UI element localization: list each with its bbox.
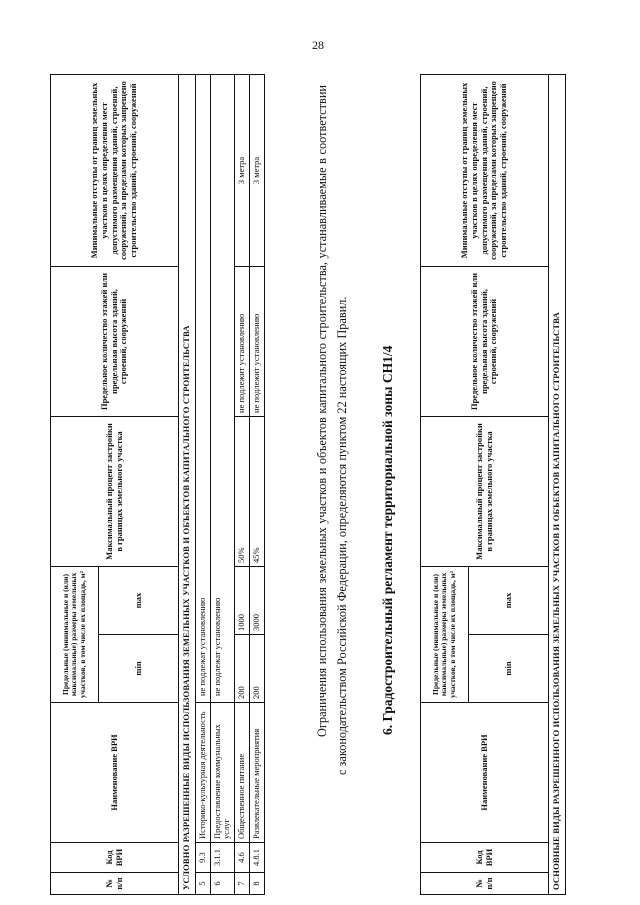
- cell-num: 6: [210, 873, 235, 895]
- header-name: Наименование ВРИ: [421, 703, 549, 843]
- cell-percent: 50%: [235, 416, 250, 566]
- cell-max: 1000: [235, 566, 250, 634]
- cell-max: 3000: [249, 566, 264, 634]
- cell-code: 4.8.1: [249, 843, 264, 873]
- header-code: Код ВРИ: [51, 843, 179, 873]
- cell-num: 8: [249, 873, 264, 895]
- section-title: ОСНОВНЫЕ ВИДЫ РАЗРЕШЕННОГО ИСПОЛЬЗОВАНИЯ ЗЕМЕЛЬНЫХ УЧАСТКОВ И ОБЪЕКТОВ КАПИТАЛЬНОГО СТРОИТЕЛЬСТВА: [549, 74, 566, 894]
- section-heading: 6. Градостроительный регламент территориальной зоны СН1/4: [380, 345, 395, 735]
- cell-floors: не подлежит установлению: [249, 266, 264, 416]
- table-row: [249, 74, 264, 894]
- header-floors: Предельное количество этажей или предельная высота зданий, строений, сооружений: [51, 266, 179, 416]
- header-percent: Максимальный процент застройки в границах земельного участка: [421, 416, 549, 566]
- header-percent: Максимальный процент застройки в границах земельного участка: [51, 416, 179, 566]
- cell-name: Общественное питание: [235, 703, 250, 843]
- cell-code: 9.3: [195, 843, 210, 873]
- cell-setback: 3 метра: [235, 74, 250, 266]
- cell-min: 200: [249, 635, 264, 703]
- restrictions-paragraph: Ограничения использования земельных участков и объектов капитального строительства, устанавливаемые в соответствии с законодательством Российской Федерации, определяются пунктом 22 настоящих Правил.: [315, 85, 350, 775]
- rotated-page-content: [50, 75, 590, 895]
- header-num: № п/п: [51, 873, 179, 895]
- cell-code: 3.1.1: [210, 843, 235, 873]
- table-row: [210, 74, 235, 894]
- cell-num: 5: [195, 873, 210, 895]
- header-min: min: [99, 635, 179, 703]
- header-setback: Минимальные отступы от границ земельных участков в целях определения мест допустимого размещения зданий, строений, сооружений, за пределами которых запрещено строительство зданий, строений, сооружений: [51, 74, 179, 266]
- header-max: max: [99, 566, 179, 634]
- header-name: Наименование ВРИ: [51, 703, 179, 843]
- table-row: [235, 74, 250, 894]
- cell-percent: 45%: [249, 416, 264, 566]
- regulation-table-main: [420, 74, 566, 895]
- cell-floors: не подлежит установлению: [235, 266, 250, 416]
- table-row: [195, 74, 210, 894]
- cell-num: 7: [235, 873, 250, 895]
- header-min: min: [469, 635, 549, 703]
- cell-code: 4.6: [235, 843, 250, 873]
- regulation-table-conditional: [50, 74, 265, 895]
- cell-min: 200: [235, 635, 250, 703]
- header-code: Код ВРИ: [421, 843, 549, 873]
- cell-not-established: не подлежат установлению: [210, 74, 235, 702]
- header-size-group: Предельные (минимальные и (или) максимальные) размеры земельных участков, в том числе их площадь, м²: [421, 566, 469, 702]
- cell-name: Предоставление коммунальных услуг: [210, 703, 235, 843]
- header-max: max: [469, 566, 549, 634]
- header-setback: Минимальные отступы от границ земельных участков в целях определения мест допустимого размещения зданий, строений, сооружений, за пределами которых запрещено строительство зданий, строений, сооружений: [421, 74, 549, 266]
- section-title: УСЛОВНО РАЗРЕШЕННЫЕ ВИДЫ ИСПОЛЬЗОВАНИЯ ЗЕМЕЛЬНЫХ УЧАСТКОВ И ОБЪЕКТОВ КАПИТАЛЬНОГО СТРОИТЕЛЬСТВА: [179, 74, 196, 894]
- header-num: № п/п: [421, 873, 549, 895]
- cell-setback: 3 метра: [249, 74, 264, 266]
- cell-name: Историко-культурная деятельность: [195, 703, 210, 843]
- header-floors: Предельное количество этажей или предельная высота зданий, строений, сооружений: [421, 266, 549, 416]
- page-number: 28: [312, 38, 324, 52]
- cell-name: Развлекательные мероприятия: [249, 703, 264, 843]
- cell-not-established: не подлежат установлению: [195, 74, 210, 702]
- header-size-group: Предельные (минимальные и (или) максимальные) размеры земельных участков, в том числе их площадь, м²: [51, 566, 99, 702]
